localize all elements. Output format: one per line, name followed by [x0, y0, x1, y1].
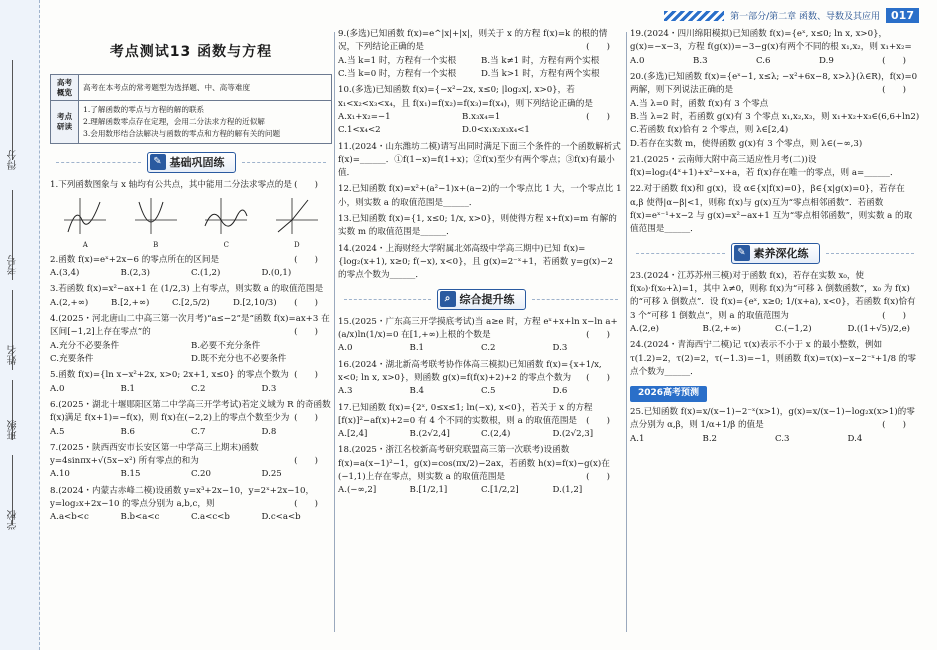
answer-bracket: ( )	[882, 55, 906, 66]
answer-bracket: ( )	[882, 420, 906, 431]
intro-head: 高考概览	[51, 74, 79, 101]
question-text: 18.(2025・浙江名校新高考研究联盟高三第一次联考)设函数 f(x)=a(x−1)²−1，g(x)=cos(πx/2)−2ax，若函数 h(x)=f(x)−g(x)在(−1,1)上存在零点，则实数 a 的取值范围是	[338, 445, 610, 483]
answer-option: D.(0,1)	[261, 268, 292, 279]
option-row	[50, 297, 294, 310]
question-stem	[50, 313, 332, 340]
binding-line	[12, 60, 13, 160]
answer-option: D.4	[847, 433, 863, 444]
question-text: 9.(多选)已知函数 f(x)=e^|x|+|x|，则关于 x 的方程 f(x)=k 的根的情况，下列结论正确的是	[338, 29, 608, 53]
question-text: 16.(2024・湖北新高考联考协作体高三模拟)已知函数 f(x)={x+1/x, x<0; ln x, x>0}，则函数 g(x)=f(f(x)+2)+2 的零点个数为	[338, 359, 602, 383]
answer-option: C.(1,2)	[191, 268, 221, 279]
question-text: 15.(2025・广东高三开学摸底考试)当 a≥e 时，方程 eˣ+x+ln x−ln a+(a/x)ln(1/x)=0 在[1,+∞)上根的个数是	[338, 316, 618, 340]
answer-option: D.9	[819, 55, 834, 66]
answer-option: D.0<x₁x₂x₃x₄<1	[462, 125, 530, 136]
binding-label: 班级	[8, 420, 19, 440]
graph-curve	[205, 210, 247, 226]
answer-option: D.c<a<b	[261, 512, 301, 523]
question	[50, 283, 332, 310]
option-row	[50, 383, 332, 396]
function-graph	[274, 196, 320, 236]
intro-row	[51, 101, 332, 143]
answer-bracket: ( )	[294, 413, 318, 424]
section-heading	[437, 289, 526, 310]
answer-option: D.(2√2,3]	[552, 429, 594, 440]
answer-option: A.(3,4)	[50, 268, 80, 279]
section-rule	[344, 299, 431, 300]
question-text: 25.已知函数 f(x)=x/(x−1)−2⁻ˣ(x>1)，g(x)=x/(x−1)−log₂x(x>1)的零点分别为 α,β，则 1/α+1/β 的值是	[630, 407, 915, 431]
question	[338, 213, 624, 240]
section-heading	[731, 243, 820, 264]
answer-option: B.1	[120, 383, 136, 394]
binding-strip	[0, 0, 40, 650]
answer-option: B.[2,+∞)	[111, 297, 150, 308]
answer-bracket: ( )	[294, 297, 318, 308]
header-stripes	[664, 11, 724, 21]
answer-option: C.(2,4)	[481, 429, 511, 440]
question-stem	[50, 254, 332, 267]
graph-option	[203, 196, 249, 251]
question-text: 23.(2024・江苏苏州三模)对于函数 f(x)，若存在实数 x₀，使 f(x₀)·f(x₀+λ)=1，其中 λ≠0，则称 f(x)为“可移 λ 倒数函数”，x₀ 为 f(x)的“可移 λ 倒数点”．设 f(x)={eˣ, x≥0; 1/(x+a), x<0}，若函数 f(x)恰有 3 个“可移 1 倒数点”，则 a 的取值范围为	[630, 270, 916, 321]
option-row	[630, 323, 920, 336]
answer-bracket: ( )	[586, 42, 610, 53]
answer-option: A.(−∞,2]	[338, 485, 377, 496]
question-stem	[630, 339, 920, 379]
answer-option: D.8	[261, 426, 277, 437]
answer-option: A.(2,+∞)	[50, 297, 89, 308]
answer-bracket: ( )	[882, 85, 906, 96]
graph-label: B	[153, 240, 159, 249]
graph-label: A	[82, 240, 88, 249]
answer-option: B.(2,3)	[120, 268, 150, 279]
graph-curve	[278, 200, 308, 232]
answer-option: D.25	[261, 469, 282, 480]
answer-option: B.(2,+∞)	[702, 323, 741, 334]
answer-option: B.[1/2,1]	[409, 485, 448, 496]
binding-label: 学校	[8, 510, 19, 530]
answer-option: A.充分不必要条件	[50, 340, 120, 351]
search-icon: ⌕	[440, 291, 456, 307]
intro-table	[50, 74, 332, 144]
question-stem	[630, 71, 920, 98]
question-text: 2.函数 f(x)=eˣ+2x−6 的零点所在的区间是	[50, 254, 220, 265]
answer-option: A.0	[338, 343, 353, 354]
section-rule	[636, 253, 725, 254]
question-stem	[338, 183, 624, 210]
question	[338, 141, 624, 181]
question-text: 14.(2024・上海财经大学附属北郊高级中学高三期中)已知 f(x)={log₂(x+1), x≥0; f(−x), x<0}，且 g(x)=2⁻ˣ+1，若函数 y=g(x)−2 的零点个数为______．	[338, 243, 613, 281]
section-rule	[242, 162, 327, 163]
question-text: 11.(2024・山东潍坊二模)请写出同时满足下面三个条件的一个函数解析式 f(x)=______．①f(1−x)=f(1+x)；②f(x)至少有两个零点；③f(x)有最小值．	[338, 141, 621, 179]
answer-option: A.5	[50, 426, 65, 437]
question-stem	[630, 154, 920, 181]
question-stem	[338, 243, 624, 283]
question	[630, 28, 920, 68]
answer-option: A.1	[630, 433, 645, 444]
question-list-3c	[630, 406, 920, 446]
option-row	[338, 385, 624, 398]
question-text: 1.下列函数图象与 x 轴均有公共点，其中能用二分法求零点的是	[50, 179, 292, 190]
answer-bracket: ( )	[586, 415, 610, 426]
answer-option: C.(−1,2)	[775, 323, 812, 334]
question	[50, 399, 332, 439]
section-heading-text: 基础巩固练	[169, 155, 225, 169]
answer-bracket: ( )	[586, 472, 610, 483]
column-2	[338, 28, 624, 501]
answer-option: C.若函数 f(x)恰有 2 个零点，则 λ∈[2,4)	[630, 125, 789, 136]
intro-row	[51, 74, 332, 101]
page-title: 考点测试13 函数与方程	[109, 44, 273, 60]
option-row	[50, 511, 332, 524]
option-row	[630, 433, 920, 446]
option-row	[338, 342, 624, 355]
answer-option: B.必要不充分条件	[191, 340, 261, 351]
graph-option	[274, 196, 320, 251]
option-row	[50, 426, 332, 439]
question	[630, 183, 920, 236]
option-row	[50, 267, 332, 280]
question-stem	[50, 179, 332, 192]
question-stem	[50, 442, 332, 469]
answer-option: B.1	[409, 343, 425, 354]
answer-option: A.x₁+x₂=−1	[338, 111, 391, 122]
answer-option: C.充要条件	[50, 353, 94, 364]
question-stem	[338, 28, 624, 55]
answer-option: D.((1+√5)/2,e)	[847, 323, 911, 334]
graph-row	[50, 196, 332, 251]
question	[50, 313, 332, 366]
question	[50, 369, 332, 396]
question-stem	[50, 485, 332, 512]
forecast-badge: 2026高考预测	[630, 386, 707, 402]
answer-option: C.[1/2,2]	[481, 485, 519, 496]
question-stem	[338, 359, 624, 386]
answer-option: C.6	[756, 55, 771, 66]
binding-label: 考号	[8, 255, 19, 275]
answer-option: B.2	[702, 433, 718, 444]
answer-option: D.当 k>1 时，方程有两个实根	[481, 68, 600, 79]
question-text: 4.(2025・河北唐山二中高三第一次月考)“a≤−2”是“函数 f(x)=ax+3 在区间[−1,2]上存在零点”的	[50, 314, 330, 338]
intro-text: 1.了解函数的零点与方程的解的联系 2.理解函数零点存在定理，会用二分法求方程的近似解 3.会用数形结合法解决与函数的零点和方程的解有关的问题	[79, 101, 332, 143]
section-rule	[532, 299, 619, 300]
question	[630, 406, 920, 446]
question	[338, 316, 624, 356]
question-text: 6.(2025・湖北十堰郧阳区第二中学高三开学考试)若定义域为 R 的奇函数 f(x)满足 f(x+1)=−f(x)，则 f(x)在(−2,2)上的零点个数至少为	[50, 399, 331, 424]
answer-bracket: ( )	[586, 329, 610, 340]
answer-option: A.0	[50, 383, 65, 394]
answer-option: C.5	[481, 386, 496, 397]
binding-label: 姓名	[8, 345, 19, 365]
answer-option: C.[2,5/2)	[172, 297, 210, 308]
question-text: 24.(2024・青海西宁二模)记 τ(x)表示不小于 x 的最小整数，例如 τ(1.2)=2，τ(2)=2，τ(−1.3)=−1，则函数 f(x)=τ(x)−x−2⁻ˣ+1/8 的零点个数为______．	[630, 340, 916, 377]
section-heading-text: 素养深化练	[753, 246, 809, 260]
question-text: 19.(2024・四川绵阳模拟)已知函数 f(x)={eˣ, x≤0; ln x, x>0}，g(x)=−x−3，方程 f(g(x))=−3−g(x)有两个不同的根 x₁,x₂，则 x₁+x₂=	[630, 29, 912, 53]
answer-option: C.2	[481, 343, 496, 354]
binding-label: 得分	[8, 150, 19, 170]
function-graph	[62, 196, 108, 236]
option-row	[338, 428, 624, 441]
pencil-icon: ✎	[734, 245, 750, 261]
header-section: 第一部分/第二章 函数、导数及其应用	[730, 12, 881, 22]
graph-label: C	[223, 240, 229, 249]
section-rule	[56, 162, 141, 163]
question	[630, 71, 920, 151]
section-comp	[338, 289, 624, 310]
question	[338, 359, 624, 399]
answer-bracket: ( )	[586, 372, 610, 383]
column-divider	[626, 32, 627, 632]
graph-option	[62, 196, 108, 251]
question-text: 7.(2025・陕西西安市长安区第一中学高三上期末)函数 y=4sinπx+√(5x−x²) 所有零点的和为	[50, 442, 259, 467]
answer-option: D.6	[552, 386, 568, 397]
answer-bracket: ( )	[294, 499, 318, 510]
option-row	[630, 55, 882, 68]
intro-head: 考点研读	[51, 101, 79, 143]
question-text: 22.对于函数 f(x)和 g(x)，设 α∈{x|f(x)=0}，β∈{x|g(x)=0}，若存在 α,β 使得|α−β|<1，则称 f(x)与 g(x)互为“零点相邻函数”．若函数 f(x)=eˣ⁻¹+x−2 与 g(x)=x²−ax+1 互为“零点相邻函数”，则实数 a 的取值范围是______．	[630, 184, 913, 235]
question-stem	[50, 369, 332, 382]
section-deep	[630, 243, 920, 264]
answer-option: B.x₃x₄=1	[462, 111, 501, 122]
answer-bracket: ( )	[294, 456, 318, 467]
answer-option: C.7	[191, 426, 206, 437]
answer-option: D.3	[552, 343, 568, 354]
question	[50, 179, 332, 251]
question-list-1	[50, 179, 332, 525]
answer-option: D.若存在实数 m，使得函数 g(x)有 3 个零点，则 λ∈(−∞,3)	[630, 138, 863, 149]
question	[338, 243, 624, 283]
question-stem	[338, 141, 624, 181]
question-list-2b	[338, 316, 624, 498]
question-stem	[630, 183, 920, 236]
question	[338, 28, 624, 81]
question	[338, 402, 624, 442]
option-row	[338, 55, 624, 82]
answer-option: C.1<x₄<2	[338, 125, 381, 136]
section-rule	[826, 253, 915, 254]
page-header	[664, 8, 919, 23]
question	[50, 254, 332, 281]
question-stem	[338, 402, 624, 429]
pencil-icon: ✎	[150, 154, 166, 170]
answer-option: B.3	[693, 55, 708, 66]
section-heading	[147, 152, 236, 173]
answer-option: D.[2,10/3)	[233, 297, 277, 308]
question-stem	[338, 316, 624, 343]
answer-option: B.当 k≠1 时，方程有两个实根	[481, 55, 600, 66]
question	[630, 270, 920, 337]
question	[630, 154, 920, 181]
answer-option: C.2	[191, 383, 206, 394]
question-stem	[50, 399, 332, 426]
question-text: 10.(多选)已知函数 f(x)={−x²−2x, x≤0; |log₂x|, x>0}，若 x₁<x₂<x₃<x₄，且 f(x₁)=f(x₂)=f(x₃)=f(x₄)，则下列结论正确的是	[338, 85, 593, 109]
question-stem	[338, 444, 624, 484]
answer-option: D.(1,2]	[552, 485, 583, 496]
question-text: 3.若函数 f(x)=x²−ax+1 在 (1/2,3) 上有零点，则实数 a 的取值范围是	[50, 284, 324, 295]
question-list-3a	[630, 28, 920, 237]
question-text: 12.已知函数 f(x)=x²+(a²−1)x+(a−2)的一个零点比 1 大，一个零点比 1 小，则实数 a 的取值范围是______．	[338, 184, 622, 208]
answer-bracket: ( )	[294, 327, 318, 338]
question	[630, 339, 920, 379]
question-text: 17.已知函数 f(x)={2ˣ, 0≤x≤1; ln(−x), x<0}，若关于 x 的方程[f(x)]²−af(x)+2=0 有 4 个不同的实数根，则 a 的取值范围是	[338, 402, 593, 426]
answer-option: A.a<b<c	[50, 512, 89, 523]
question-text: 20.(多选)已知函数 f(x)={eˣ−1, x≤λ; −x²+6x−8, x>λ}(λ∈R)，f(x)=0 两解，则下列说法正确的是	[630, 71, 918, 96]
answer-option: C.3	[775, 433, 790, 444]
answer-option: A.[2,4]	[338, 429, 368, 440]
answer-option: D.3	[261, 383, 277, 394]
answer-option: A.当 λ=0 时，函数 f(x)有 3 个零点	[630, 98, 769, 109]
answer-option: A.0	[630, 55, 645, 66]
function-graph	[203, 196, 249, 236]
question-list-2a	[338, 28, 624, 283]
question-stem	[338, 213, 624, 240]
column-divider	[334, 32, 335, 632]
graph-option	[133, 196, 179, 251]
option-row	[338, 484, 624, 497]
option-row	[50, 340, 332, 367]
answer-bracket: ( )	[294, 254, 318, 265]
question-stem	[630, 406, 920, 433]
answer-bracket: ( )	[294, 370, 318, 381]
question	[338, 183, 624, 210]
answer-option: B.15	[120, 469, 141, 480]
section-heading-text: 综合提升练	[459, 292, 515, 306]
page-number: 017	[886, 8, 919, 23]
column-3	[630, 28, 920, 449]
question-text: 8.(2024・内蒙古赤峰二模)设函数 y=x³+2x−10，y=2ˣ+2x−10，y=log₂x+2x−10 的零点分别为 a,b,c，则	[50, 485, 315, 510]
answer-option: A.当 k=1 时，方程有一个实根	[338, 55, 457, 66]
answer-option: B.(2√2,4]	[409, 429, 450, 440]
question-text: 13.已知函数 f(x)={1, x≤0; 1/x, x>0}，则使得方程 x+f(x)=m 有解的实数 m 的取值范围是______．	[338, 214, 617, 238]
answer-option: B.当 λ=2 时，若函数 g(x)有 3 个零点 x₁,x₂,x₃，则 x₁+x₂+x₃∈(6,6+ln2)	[630, 111, 920, 122]
answer-option: A.3	[338, 386, 353, 397]
answer-option: A.10	[50, 469, 70, 480]
graph-label: D	[293, 240, 300, 249]
answer-bracket: ( )	[586, 111, 610, 122]
answer-option: C.当 k=0 时，方程有一个实根	[338, 68, 457, 79]
answer-option: A.(2,e)	[630, 323, 659, 334]
question	[50, 442, 332, 482]
answer-option: C.20	[191, 469, 211, 480]
answer-option: B.4	[409, 386, 425, 397]
function-graph	[133, 196, 179, 236]
answer-bracket: ( )	[294, 179, 318, 190]
question-stem	[630, 270, 920, 323]
intro-text: 高考在本考点的常考题型为选择题、中、高等难度	[79, 74, 332, 101]
question-text: 21.(2025・云南师大附中高三适应性月考(二))设 f(x)=log₂(4ˣ+1)+x²−x+a，若 f(x)存在唯一的零点，则 a=______．	[630, 154, 899, 179]
section-basic	[50, 152, 332, 173]
question-list-3b	[630, 270, 920, 380]
answer-option: C.a<c<b	[191, 512, 230, 523]
option-row	[338, 111, 586, 138]
question	[50, 485, 332, 525]
answer-option: B.6	[120, 426, 136, 437]
answer-option: B.b<a<c	[120, 512, 160, 523]
answer-bracket: ( )	[882, 310, 906, 321]
question	[338, 444, 624, 497]
column-1	[50, 28, 332, 528]
graph-curve	[68, 202, 100, 232]
option-row	[50, 468, 332, 481]
question-text: 5.函数 f(x)={ln x−x²+2x, x>0; 2x+1, x≤0} 的零点个数为	[50, 370, 289, 381]
option-row	[630, 98, 920, 151]
answer-option: D.既不充分也不必要条件	[191, 353, 287, 364]
question	[338, 84, 624, 137]
